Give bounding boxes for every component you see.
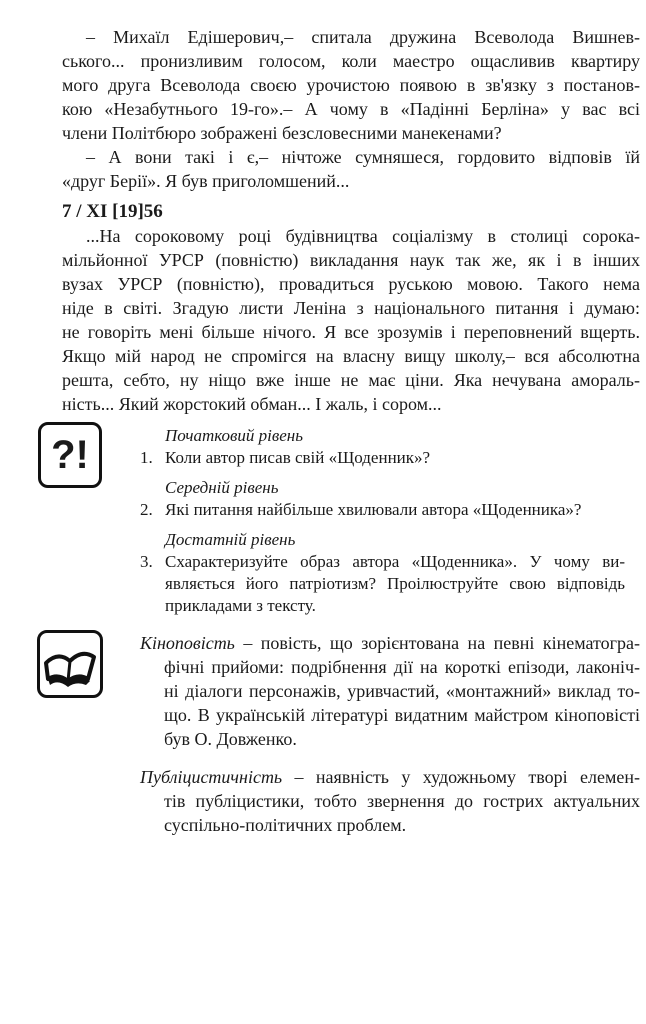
entry-date-heading: 7 / XI [19]56 bbox=[62, 201, 163, 222]
question-text: Які питання найбільше хвилювали автора «Щоденника»? bbox=[165, 500, 582, 519]
definition-text: фічні прийоми: подрібнення дії на короткі епізоди, лаконіч- bbox=[164, 657, 640, 677]
definition-text: суспільно-політичних проблем. bbox=[164, 815, 407, 835]
level-label: Середній рівень bbox=[165, 478, 279, 497]
question-text: являється його патріотизм? Проілюструйте свою відповідь bbox=[165, 574, 625, 593]
glossary-entry bbox=[140, 765, 640, 789]
question-number: 2. bbox=[140, 500, 153, 519]
text-line: решта, себто, ну ніщо вже інше не має ціни. Яка нечувана амораль- bbox=[62, 370, 640, 390]
definition-text: що. В українській літературі видатним майстром кіноповісті bbox=[164, 705, 640, 725]
definition-text: – наявність у художньому творі елемен- bbox=[282, 767, 640, 787]
text-line: ...На сороковому році будівництва соціалізму в столиці сорока- bbox=[86, 226, 640, 246]
definition-text: тів публіцистики, тобто звернення до гострих актуальних bbox=[164, 791, 640, 811]
glossary-term: Кіноповість bbox=[140, 633, 235, 653]
question-text: прикладами з тексту. bbox=[165, 596, 316, 615]
text-line: кою «Незабутнього 19-го».– А чому в «Падінні Берліна» у вас всі bbox=[62, 99, 640, 119]
level-label: Достатній рівень bbox=[165, 530, 296, 549]
question-number: 3. bbox=[140, 552, 153, 571]
question-item bbox=[140, 551, 625, 573]
level-label: Початковий рівень bbox=[165, 426, 303, 445]
text-line: мого друга Всеволода своєю урочистою появою в зв'язку з постанов- bbox=[62, 75, 640, 95]
text-line: Якщо мій народ не спромігся на власну вищу школу,– вся абсолютна bbox=[62, 346, 640, 366]
definition-text: був О. Довженко. bbox=[164, 729, 297, 749]
open-book-icon bbox=[37, 630, 103, 698]
text-line: вузах УРСР (повністю), провадиться руською мовою. Такого нема bbox=[62, 274, 640, 294]
text-line: ського... пронизливим голосом, коли маестро ощасливив квартиру bbox=[62, 51, 640, 71]
text-line: – А вони такі і є,– нічтоже сумняшеся, гордовито відповів їй bbox=[86, 147, 640, 167]
text-line: мільйонної УРСР (повністю) викладання наук так же, як і в інших bbox=[62, 250, 640, 270]
questions-block bbox=[140, 425, 625, 617]
question-text: Схарактеризуйте образ автора «Щоденника». У чому ви- bbox=[165, 552, 625, 571]
question-item bbox=[140, 499, 625, 521]
text-line: – Михаїл Едішерович,– спитала дружина Всеволода Вишнев- bbox=[86, 27, 640, 47]
diary-entry bbox=[62, 224, 640, 416]
question-number: 1. bbox=[140, 448, 153, 467]
definition-text: ні діалоги персонажів, уривчастий, «монтажний» виклад то- bbox=[164, 681, 640, 701]
text-line: не говоріть мені більше нічого. Я все зрозумів і переповнений вщерть. bbox=[62, 322, 640, 342]
questions-icon bbox=[38, 422, 102, 488]
text-line: ність... Який жорстокий обман... І жаль, і сором... bbox=[62, 394, 442, 414]
definition-text: – повість, що зорієнтована на певні кінематогра- bbox=[234, 633, 640, 653]
question-text: Коли автор писав свій «Щоденник»? bbox=[165, 448, 431, 467]
question-item bbox=[140, 447, 625, 469]
text-line: члени Політбюро зображені безсловесними манекенами? bbox=[62, 123, 502, 143]
glossary-block bbox=[140, 631, 640, 837]
text-line: «друг Берії». Я був приголомшений... bbox=[62, 171, 350, 191]
glossary-entry bbox=[140, 631, 640, 655]
text-line: ніде в світі. Згадую листи Леніна з національного питання і думаю: bbox=[62, 298, 640, 318]
passage-dialogue bbox=[62, 25, 640, 193]
glossary-term: Публіцистичність bbox=[140, 767, 283, 787]
question-exclamation-glyph: ?! bbox=[51, 433, 89, 477]
book-glyph bbox=[40, 633, 100, 695]
